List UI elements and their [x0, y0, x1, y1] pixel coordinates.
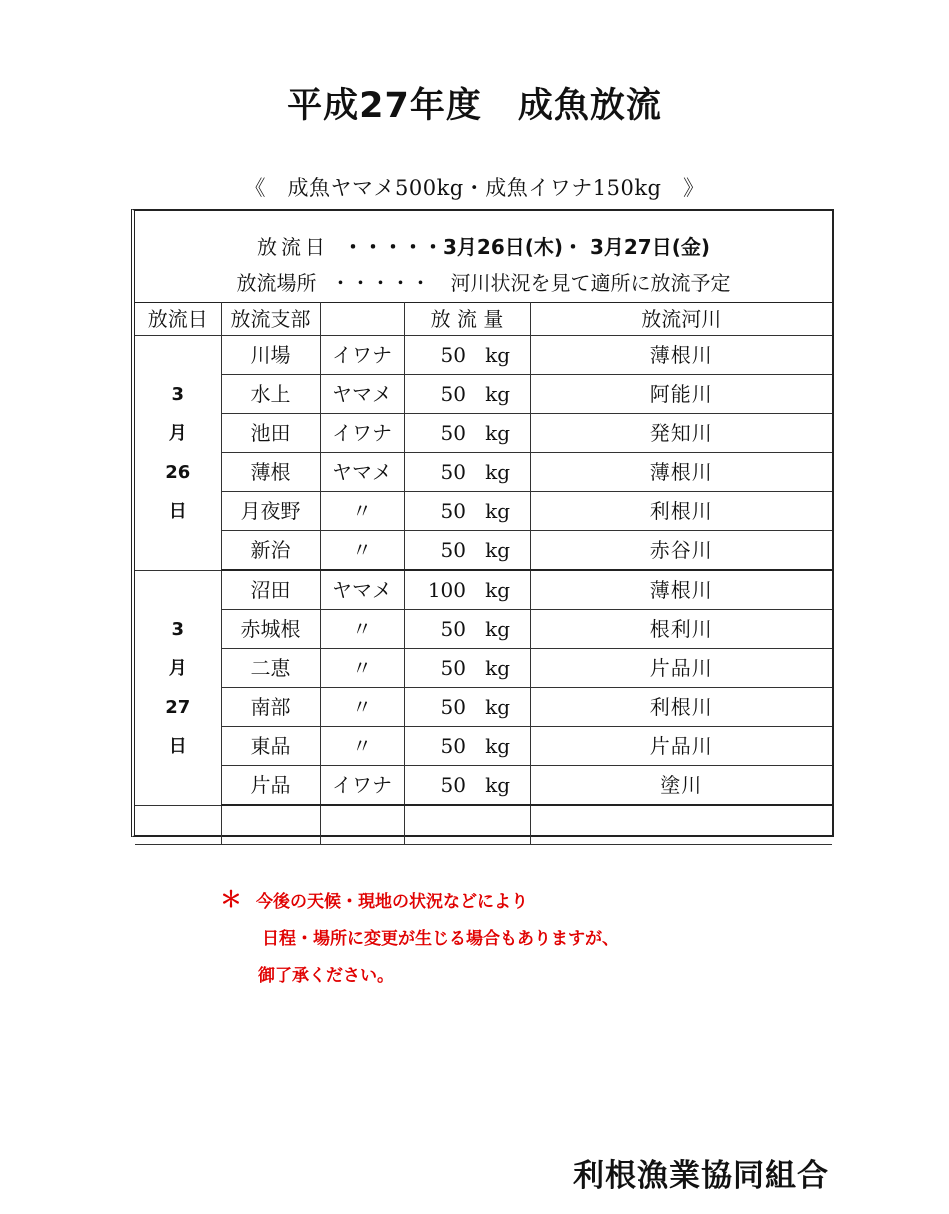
- release-date-line: [135, 231, 832, 260]
- date-cell-march-27: 3 月 27 日: [135, 570, 221, 805]
- asterisk-mark: ＊: [220, 888, 243, 913]
- header-branch: 放流支部: [221, 303, 320, 336]
- fish-cell: 〃: [320, 610, 404, 649]
- release-place-value: ・・・・・ 河川状況を見て適所に放流予定: [330, 271, 731, 295]
- fish-cell: 〃: [320, 727, 404, 766]
- branch-cell: 片品: [221, 766, 320, 806]
- branch-cell: 新治: [221, 531, 320, 571]
- branch-cell: 水上: [221, 375, 320, 414]
- header-river: 放流河川: [530, 303, 832, 336]
- river-cell: 発知川: [530, 414, 832, 453]
- quantity-cell: 50 kg: [404, 453, 530, 492]
- river-cell: 薄根川: [530, 570, 832, 610]
- empty-cell: [221, 805, 320, 845]
- river-cell: 赤谷川: [530, 531, 832, 571]
- branch-cell: 沼田: [221, 570, 320, 610]
- river-cell: 片品川: [530, 649, 832, 688]
- quantity-cell: 50 kg: [404, 766, 530, 806]
- river-cell: 阿能川: [530, 375, 832, 414]
- quantity-cell: 50 kg: [404, 649, 530, 688]
- document-subtitle: 《 成魚ヤマメ500kg・成魚イワナ150kg 》: [244, 176, 705, 200]
- branch-cell: 南部: [221, 688, 320, 727]
- quantity-cell: 50 kg: [404, 492, 530, 531]
- release-place-line: [135, 267, 832, 296]
- release-schedule-box: [131, 209, 834, 837]
- branch-cell: 薄根: [221, 453, 320, 492]
- river-cell: 利根川: [530, 492, 832, 531]
- quantity-cell: 50 kg: [404, 336, 530, 375]
- empty-cell: [320, 805, 404, 845]
- fish-cell: イワナ: [320, 766, 404, 806]
- organization-name: 利根漁業協同組合: [573, 1158, 829, 1194]
- fish-cell: イワナ: [320, 414, 404, 453]
- branch-cell: 東品: [221, 727, 320, 766]
- table-row: [135, 610, 832, 649]
- river-cell: 根利川: [530, 610, 832, 649]
- river-cell: 利根川: [530, 688, 832, 727]
- river-cell: 薄根川: [530, 453, 832, 492]
- table-row: [135, 531, 832, 571]
- quantity-cell: 50 kg: [404, 531, 530, 571]
- quantity-cell: 100 kg: [404, 570, 530, 610]
- river-cell: 薄根川: [530, 336, 832, 375]
- header-quantity: 放 流 量: [404, 303, 530, 336]
- notice-line-1: ＊ 今後の天候・現地の状況などにより: [220, 882, 619, 921]
- notice-text: [220, 882, 619, 995]
- fish-cell: ヤマメ: [320, 453, 404, 492]
- fish-cell: ヤマメ: [320, 375, 404, 414]
- date-cell-march-26: 3 月 26 日: [135, 336, 221, 571]
- document-title: 平成27年度 成魚放流: [287, 86, 662, 126]
- release-date-label: 放流日: [256, 235, 329, 259]
- table-row: [135, 727, 832, 766]
- release-date-value: ・・・・・3月26日(木)・ 3月27日(金): [342, 235, 711, 259]
- fish-cell: ヤマメ: [320, 570, 404, 610]
- table-row: [135, 414, 832, 453]
- header-release-date: 放流日: [135, 303, 221, 336]
- table-row: [135, 649, 832, 688]
- table-row: [135, 492, 832, 531]
- notice-line-3: 御了承ください。: [258, 966, 394, 986]
- river-cell: 片品川: [530, 727, 832, 766]
- quantity-cell: 50 kg: [404, 727, 530, 766]
- table-row: [135, 688, 832, 727]
- quantity-cell: 50 kg: [404, 688, 530, 727]
- table-row: [135, 766, 832, 806]
- empty-cell: [404, 805, 530, 845]
- fish-cell: 〃: [320, 688, 404, 727]
- branch-cell: 赤城根: [221, 610, 320, 649]
- branch-cell: 月夜野: [221, 492, 320, 531]
- fish-cell: 〃: [320, 649, 404, 688]
- quantity-cell: 50 kg: [404, 414, 530, 453]
- release-place-label: 放流場所: [236, 271, 317, 295]
- river-cell: 塗川: [530, 766, 832, 806]
- table-header-row: [135, 303, 832, 336]
- branch-cell: 川場: [221, 336, 320, 375]
- empty-table-row: [135, 805, 832, 845]
- quantity-cell: 50 kg: [404, 610, 530, 649]
- empty-cell: [135, 805, 221, 845]
- fish-cell: 〃: [320, 492, 404, 531]
- release-table: [135, 302, 832, 845]
- header-fish: [320, 303, 404, 336]
- table-row: [135, 336, 832, 375]
- table-row: [135, 375, 832, 414]
- branch-cell: 二恵: [221, 649, 320, 688]
- table-row: [135, 453, 832, 492]
- fish-cell: イワナ: [320, 336, 404, 375]
- branch-cell: 池田: [221, 414, 320, 453]
- fish-cell: 〃: [320, 531, 404, 571]
- quantity-cell: 50 kg: [404, 375, 530, 414]
- notice-line-2: 日程・場所に変更が生じる場合もありますが、: [262, 929, 619, 949]
- table-row: [135, 570, 832, 610]
- empty-cell: [530, 805, 832, 845]
